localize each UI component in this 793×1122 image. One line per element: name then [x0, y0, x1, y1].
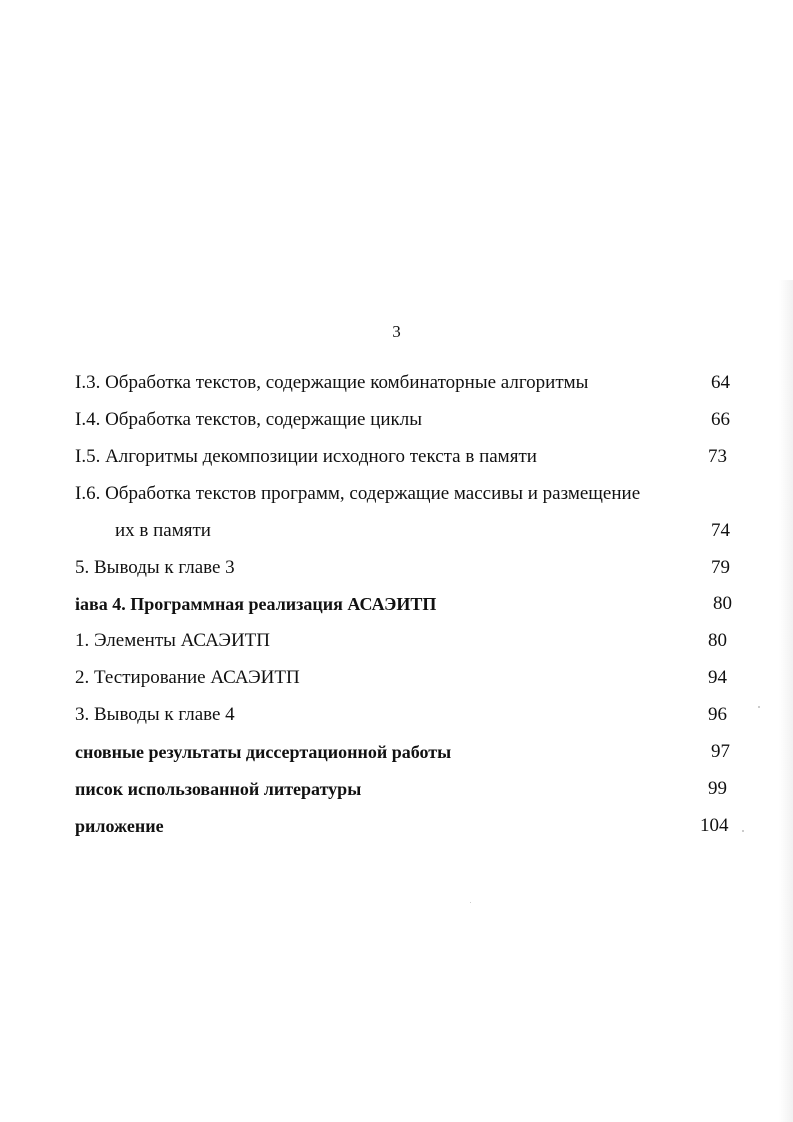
scan-speck — [742, 830, 744, 832]
toc-entry-page: 80 — [708, 630, 727, 651]
scan-edge-shadow — [779, 280, 793, 1122]
toc-entry-page: 97 — [711, 741, 730, 762]
toc-section-title: писок использованной литературы — [75, 779, 362, 799]
toc-entry-page: 79 — [711, 557, 730, 578]
page-number: 3 — [392, 322, 401, 341]
toc-entry-page: 94 — [708, 667, 727, 688]
toc-entry-page: 64 — [711, 372, 730, 393]
toc-entry-page: 74 — [711, 520, 730, 541]
toc-section-title: риложение — [75, 816, 164, 836]
toc-entry-title: 1. Элементы АСАЭИТП — [75, 630, 270, 651]
toc-entry-page: 96 — [708, 704, 727, 725]
toc-entry-title: І.4. Обработка текстов, содержащие циклы — [75, 409, 423, 430]
toc-section-title: сновные результаты диссертационной работы — [75, 742, 452, 762]
toc-entry-title: І.6. Обработка текстов программ, содержащие массивы и размещение — [75, 483, 641, 504]
toc-entry-page: 104 — [700, 815, 729, 836]
scan-speck — [470, 902, 471, 903]
toc-entry-title: 2. Тестирование АСАЭИТП — [75, 667, 300, 688]
toc-entry-title: І.3. Обработка текстов, содержащие комбинаторные алгоритмы — [75, 372, 589, 393]
toc-entry-page: 66 — [711, 409, 730, 430]
scan-speck — [758, 706, 760, 708]
toc-entry-page: 73 — [708, 446, 727, 467]
toc-entry-title: 5. Выводы к главе 3 — [75, 557, 235, 578]
toc-entry-page: 99 — [708, 778, 727, 799]
toc-entry-title: І.5. Алгоритмы декомпозиции исходного текста в памяти — [75, 446, 537, 467]
toc-entry-title: их в памяти — [115, 520, 211, 541]
toc-entry-page: 80 — [713, 593, 732, 614]
toc-entry-title: 3. Выводы к главе 4 — [75, 704, 235, 725]
toc-chapter-title: іава 4. Программная реализация АСАЭИТП — [75, 594, 437, 614]
